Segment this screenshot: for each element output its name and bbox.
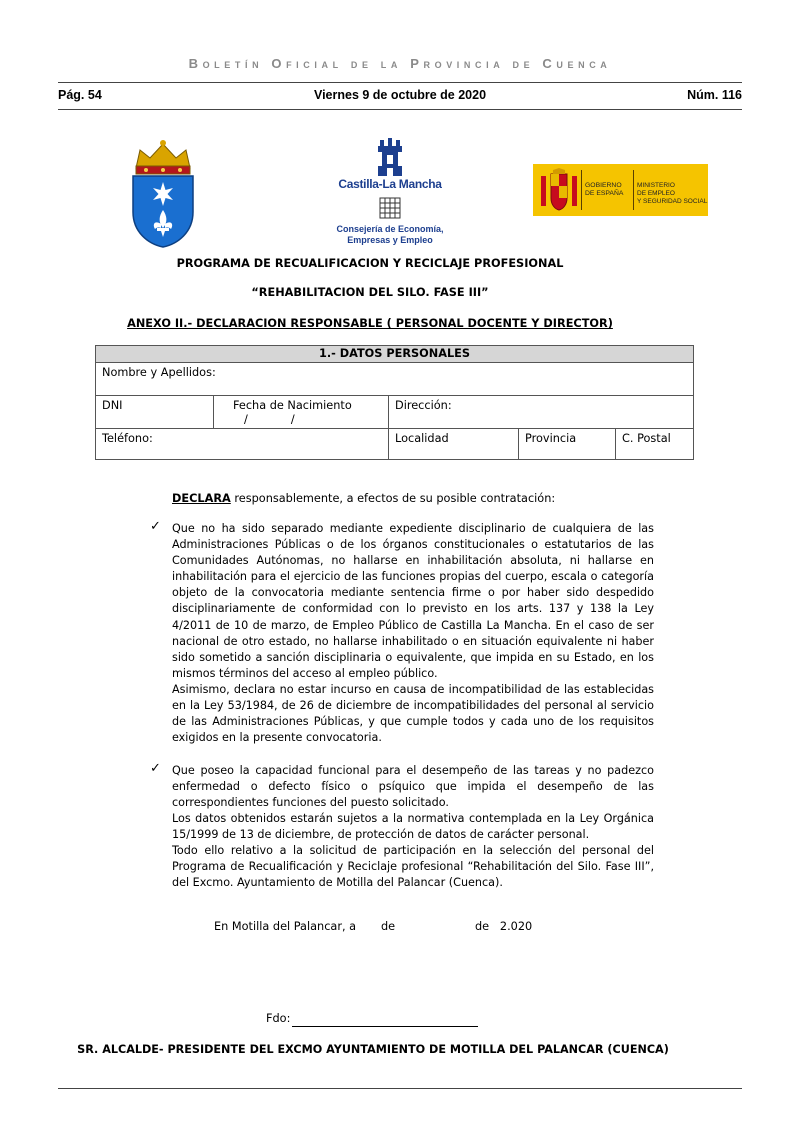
clm-dept-line-2: Empresas y Empleo [347, 235, 433, 245]
castilla-la-mancha-logo [330, 134, 450, 246]
address-field[interactable] [389, 396, 693, 428]
birth-date-label: Fecha de Nacimiento [233, 399, 352, 412]
clm-dept-line-1: Consejería de Economía, [336, 224, 444, 234]
bulletin-masthead: Boletín Oficial de la Provincia de Cuenca [188, 56, 612, 71]
name-field[interactable] [96, 363, 693, 395]
gob-divider-1 [581, 170, 582, 210]
issue-date: Viernes 9 de octubre de 2020 [313, 88, 487, 102]
name-label: Nombre y Apellidos: [102, 366, 216, 379]
dni-field[interactable] [96, 396, 214, 428]
gobierno-espana-logo [533, 164, 708, 216]
program-title: PROGRAMA DE RECUALIFICACION Y RECICLAJE PROFESIONAL [176, 257, 564, 270]
phone-field[interactable] [96, 429, 389, 460]
place-label: En Motilla del Palancar, a [214, 920, 357, 933]
declaration-intro-text: responsablemente, a efectos de su posible contratación: [234, 492, 556, 505]
header-rule-top [58, 82, 742, 83]
province-field[interactable] [519, 429, 616, 460]
spain-coat-of-arms-icon [539, 168, 579, 212]
section-header: 1.- DATOS PERSONALES [96, 346, 693, 363]
gob-line-2: DE ESPAÑA [585, 190, 624, 197]
footer-rule [58, 1088, 742, 1089]
project-title: “REHABILITACION DEL SILO. FASE III” [251, 286, 489, 299]
min-line-3: Y SEGURIDAD SOCIAL [637, 198, 708, 205]
min-line-2: DE EMPLEO [637, 190, 675, 197]
signature-line[interactable] [292, 1026, 478, 1027]
declaration-closing: Todo ello relativo a la solicitud de participación en la selección del personal del Programa de Recualificación y Reciclaje profesional “Rehabilitación del Silo. Fase III”, del Excmo. Ayuntamiento de Motilla del Palancar (Cuenca). [172, 844, 654, 890]
signature-label: Fdo: [266, 1012, 291, 1025]
locality-field[interactable] [389, 429, 519, 460]
postal-code-label: C. Postal [622, 432, 671, 445]
declaration-intro [172, 492, 555, 505]
birth-date-field[interactable] [214, 396, 389, 428]
check-icon: ✓ [150, 761, 161, 776]
birth-date-separators: / / [244, 413, 295, 426]
declaration-item-2: Que poseo la capacidad funcional para el desempeño de las tareas y no padezco enfermedad o defecto físico o psíquico que impida el desempeño de las correspondientes funciones del puesto solicitado. [172, 764, 654, 810]
dni-row [96, 396, 693, 429]
issue-number: Núm. 116 [687, 88, 742, 102]
header-rule-bottom [58, 109, 742, 110]
personal-data-table [95, 345, 694, 460]
locality-label: Localidad [395, 432, 449, 445]
municipal-shield-logo [130, 138, 196, 248]
gob-divider-2 [633, 170, 634, 210]
declaration-item-1b: Asimismo, declara no estar incurso en causa de incompatibilidad de las establecidas en la Ley 53/1984, de 26 de diciembre de incompatibilidades del personal al servicio de las Administraciones Públicas, y que cumple todos y cada uno de los requisitos exigidos en la presente convocatoria. [172, 683, 654, 745]
dni-label: DNI [102, 399, 123, 412]
postal-code-field[interactable] [616, 429, 693, 460]
crown-icon [136, 140, 190, 174]
province-label: Provincia [525, 432, 577, 445]
phone-label: Teléfono: [102, 432, 153, 445]
declaration-item-2b: Los datos obtenidos estarán sujetos a la normativa contemplada en la Ley Orgánica 15/1999 de 13 de diciembre, de protección de datos de carácter personal. [172, 812, 654, 842]
page-number: Pág. 54 [58, 88, 102, 102]
windmill-grid-icon [380, 198, 400, 218]
check-icon: ✓ [150, 519, 161, 534]
date-de-2: de 2.020 [475, 920, 533, 933]
addressee: SR. ALCALDE- PRESIDENTE DEL EXCMO AYUNTAMIENTO DE MOTILLA DEL PALANCAR (CUENCA) [77, 1043, 669, 1056]
date-de-1: de [381, 920, 396, 933]
annex-title: ANEXO II.- DECLARACION RESPONSABLE ( PERSONAL DOCENTE Y DIRECTOR) [127, 317, 613, 330]
gob-line-1: GOBIERNO [585, 182, 622, 189]
declara-keyword: DECLARA [172, 492, 231, 505]
address-label: Dirección: [395, 399, 452, 412]
min-line-1: MINISTERIO [637, 182, 675, 189]
phone-row [96, 429, 693, 460]
clm-name: Castilla-La Mancha [338, 177, 442, 191]
declaration-item-1: Que no ha sido separado mediante expediente disciplinario de cualquiera de las Administraciones Públicas o de los órganos constitucionales o estatutarios de las Comunidades Autónomas, no hallarse en inhabilitación absoluta, ni hallarse en inhabilitación para el ejercicio de las funciones propias del cuerpo, escala o categoría objeto de la convocatoria mediante sentencia firme o por haber sido despedido disciplinariamente de conformidad con lo previsto en los arts. 137 y 138 la Ley 4/2011 de 10 de marzo, de Empleo Público de Castilla La Mancha. En el caso de ser nacional de otro estado, no hallarse inhabilitado o en situación equivalente ni haber sido sometido a sanción disciplinaria o equivalente, que impida en su Estado, en los mismos términos del acceso al empleo público. [172, 522, 654, 680]
name-row [96, 363, 693, 396]
